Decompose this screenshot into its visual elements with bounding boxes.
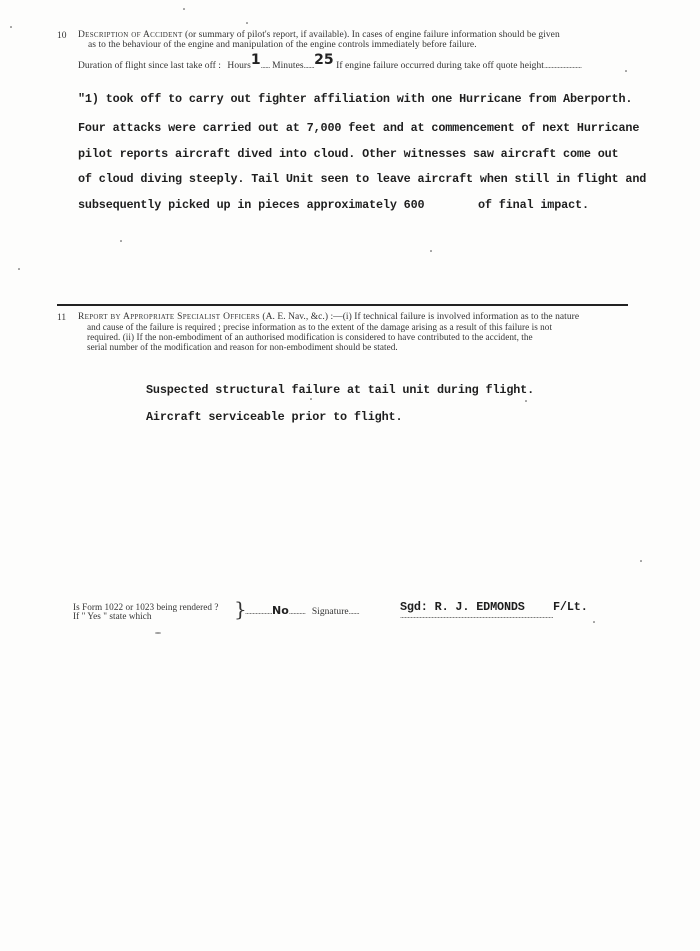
section-11-line2: and cause of the failure is required ; precise information as to the extent of the damage arising as a result of this failure is not [87, 322, 553, 332]
form-answer-row: ..................No........... Signature....... [245, 604, 360, 617]
duration-label: Duration of flight since last take off : [78, 61, 221, 71]
signature-label: Signature [311, 607, 349, 617]
form-question-line2: If " Yes " state which [73, 611, 152, 621]
section-10-intro-line2: as to the behaviour of the engine and manipulation of the engine controls immediately before failure. [88, 40, 477, 50]
section-11-heading: Report by Appropriate Specialist Officers [78, 312, 260, 322]
section-10-number: 10 [57, 31, 67, 41]
narrative-line-2: Four attacks were carried out at 7,000 feet and at commencement of next Hurricane [78, 121, 640, 135]
section-11-number: 11 [57, 313, 67, 323]
duration-row: Duration of flight since last take off : Hours1...... Minutes.......25 If engine failure occurred during take off quote height......................... [78, 52, 582, 71]
narrative-line-6: of final impact. [478, 198, 589, 212]
section-10-intro-line1: (or summary of pilot's report, if available). In cases of engine failure information should be given [185, 30, 560, 40]
form-answer: No [272, 604, 289, 617]
narrative-line-5: subsequently picked up in pieces approximately 600 [78, 198, 425, 212]
signature-value: Sgd: R. J. EDMONDS [400, 600, 525, 614]
minutes-label: Minutes [272, 61, 304, 71]
section-10-heading: Description of Accident [78, 30, 183, 40]
brace-glyph: } [234, 597, 247, 621]
minutes-value: 25 [314, 52, 334, 68]
form-question-line1: Is Form 1022 or 1023 being rendered ? [73, 602, 219, 612]
narrative-line-4: of cloud diving steeply. Tail Unit seen to leave aircraft when still in flight and [78, 172, 647, 186]
signatory-rank: F/Lt. [553, 600, 588, 614]
section-11-line3: required. (ii) If the non-embodiment of an authorised modification is considered to have contributed to the accident, the [87, 332, 533, 342]
signature-line: ...................................................................................................... [400, 611, 553, 620]
hours-value: 1 [250, 52, 261, 68]
takeoff-height-label: If engine failure occurred during take off quote height [336, 61, 544, 71]
section-11-heading-suffix: (A. E. Nav., &c.) :—(i) If technical failure is involved information as to the nature [262, 312, 580, 322]
hours-label: Hours [227, 61, 251, 71]
finding-line-1: Suspected structural failure at tail unit during flight. [146, 383, 535, 397]
narrative-line-3: pilot reports aircraft dived into cloud. Other witnesses saw aircraft come out [78, 147, 619, 161]
section-11-line4: serial number of the modification and reason for non-embodiment should be stated. [87, 342, 398, 352]
section-divider [57, 304, 628, 306]
finding-line-2: Aircraft serviceable prior to flight. [146, 410, 403, 424]
narrative-line-1: "1) took off to carry out fighter affiliation with one Hurricane from Aberporth. [78, 92, 633, 106]
